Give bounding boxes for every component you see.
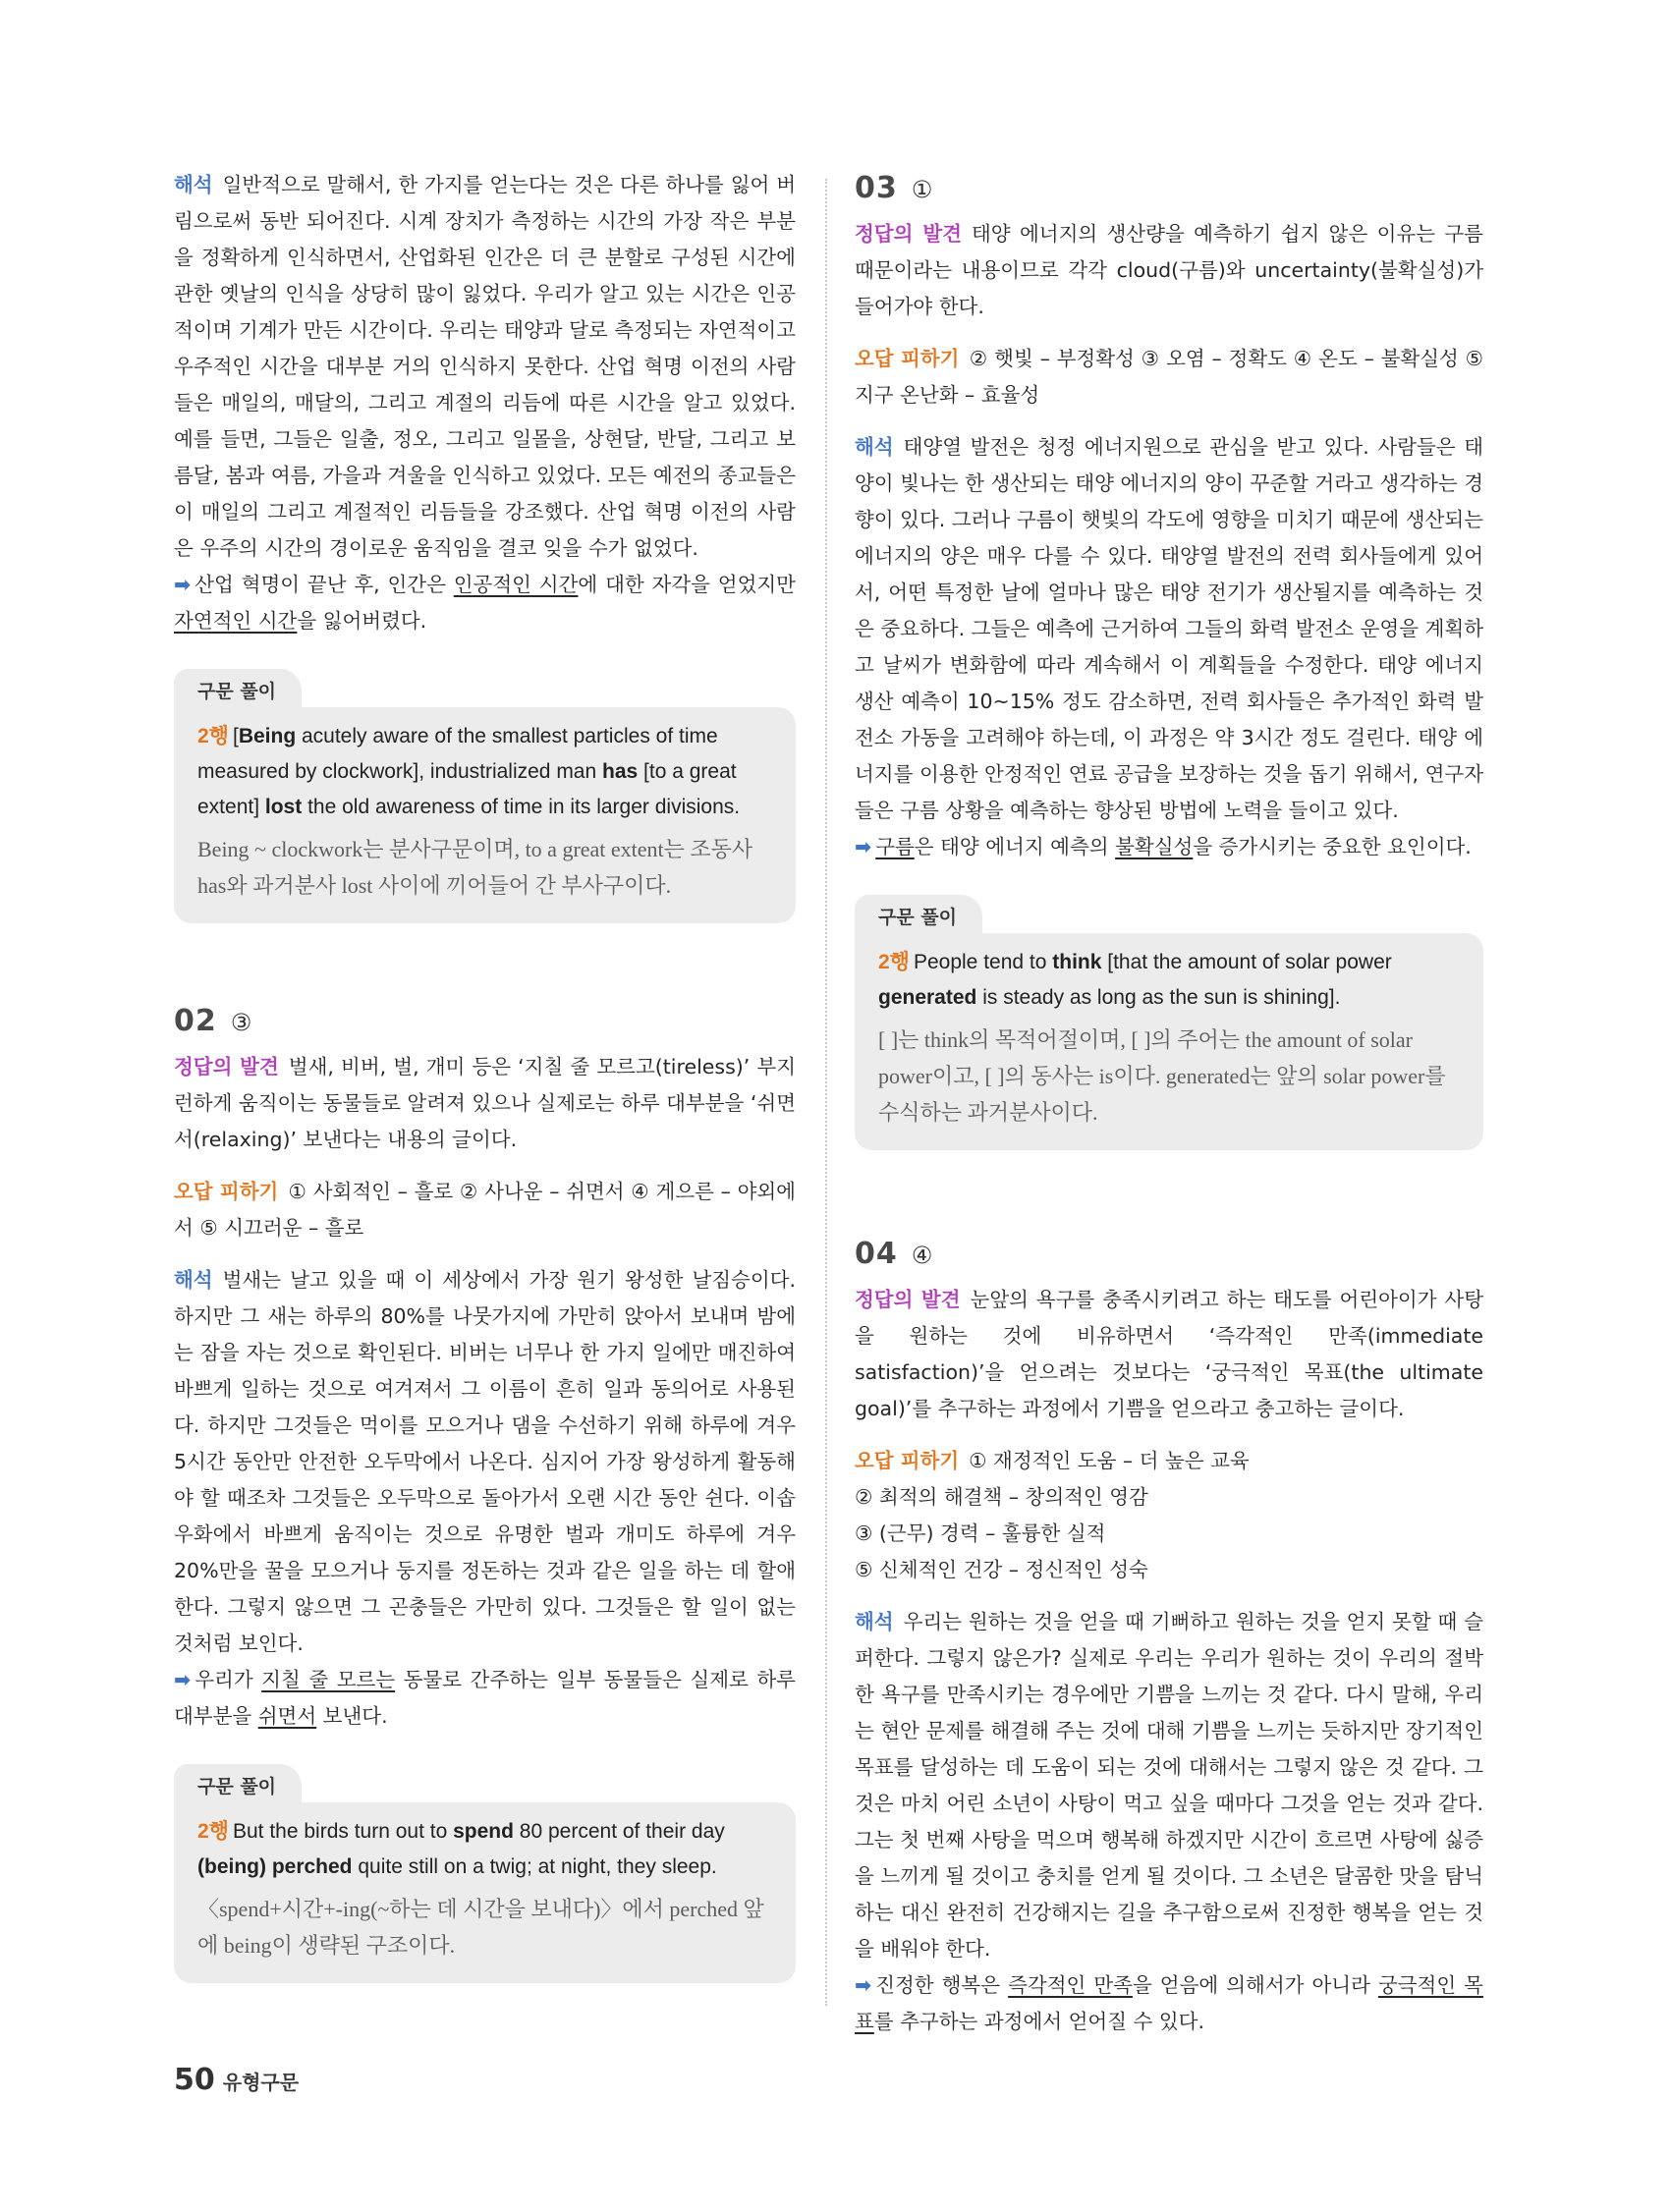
q3-heading: [855, 167, 1483, 210]
summary-text: 를 추구하는 과정에서 얻어질 수 있다.: [873, 2010, 1204, 2033]
syntax-explanation: Being ~ clockwork는 분사구문이며, to a great extent는 조동사 has와 과거분사 lost 사이에 끼어들어 간 부사구이다.: [197, 837, 753, 898]
syntax-box-body: [855, 933, 1483, 1150]
syntax-example-sentence: [197, 1814, 772, 1885]
example-bold: generated: [878, 986, 977, 1009]
q1-translation: [174, 167, 796, 567]
answer-choice: ④: [911, 1242, 933, 1269]
syntax-box-title: 구문 풀이: [855, 895, 982, 935]
translation-label: 해석: [174, 173, 213, 196]
question-number: 04: [855, 1237, 898, 1271]
translation-text: 벌새는 날고 있을 때 이 세상에서 가장 원기 왕성한 날짐승이다. 하지만 그 새는 하루의 80%를 나뭇가지에 가만히 앉아서 보내며 밤에는 잠을 자는 것으로 확인된다. 비버는 너무나 한 가지 일에만 매진하여 바쁘게 일하는 것으로 여겨져서 그 이름이 흔히 일과 동의어로 사용된다. 하지만 그것들은 먹이를 모으거나 댐을 수선하기 위해 하루에 겨우 5시간 동안만 안전한 오두막에서 나온다. 심지어 가장 왕성하게 활동해야 할 때조차 그것들은 오두막으로 돌아가서 오랜 시간 동안 쉰다. 이솝 우화에서 바쁘게 움직이는 것으로 유명한 벌과 개미도 하루에 겨우 20%만을 꿀을 모으거나 둥지를 정돈하는 것과 같은 일을 하는 데 할애한다. 그렇지 않으면 그 곤충들은 가만히 있다. 그것들은 할 일이 없는 것처럼 보인다.: [174, 1268, 796, 1655]
example-text: [that the amount of solar power: [1101, 951, 1392, 973]
answer-text: 벌새, 비버, 벌, 개미 등은 ‘지칠 줄 모르고(tireless)’ 부지런하게 움직이는 동물들로 알려져 있으나 실제로는 하루 대부분을 ‘쉬면서(relaxing)’ 보낸다는 내용의 글이다.: [174, 1055, 796, 1151]
summary-text: 을 잃어버렸다.: [297, 609, 427, 633]
summary-text: 우리가: [195, 1668, 262, 1691]
syntax-example-sentence: [878, 945, 1460, 1016]
example-text: acutely aware of the smallest particles of time measured by clockwork], industrialized man: [197, 725, 718, 783]
question-number: 03: [855, 171, 898, 205]
translation-label: 해석: [174, 1268, 213, 1292]
translation-text: 우리는 원하는 것을 얻을 때 기뻐하고 원하는 것을 얻지 못할 때 슬퍼한다. 그렇지 않은가? 실제로 우리는 우리가 원하는 것이 우리의 절박한 욕구를 만족시키는 경우에만 기쁨을 느끼는 것 같다. 다시 말해, 우리는 현안 문제를 해결해 주는 것에 대해 기쁨을 느끼는 듯하지만 장기적인 목표를 달성하는 데 도움이 되는 것에 대해서는 그렇지 않은 것 같다. 그것은 마치 어린 소년이 사탕이 먹고 싶을 때마다 그것을 얻는 것과 같다. 그는 첫 번째 사탕을 먹으며 행복해 하겠지만 시간이 흐르면 사탕에 싫증을 느끼게 될 것이고 충치를 얻게 될 것이다. 그 소년은 달콤한 맛을 탐닉하는 대신 완전히 건강해지는 길을 추구함으로써 진정한 행복을 얻는 것을 배워야 한다.: [855, 1610, 1483, 1961]
arrow-icon: ➡: [855, 835, 872, 858]
answer-text: 눈앞의 욕구를 충족시키려고 하는 태도를 어린아이가 사탕을 원하는 것에 비유하면서 ‘즉각적인 만족(immediate satisfaction)’을 얻으려는 것보다는 ‘궁극적인 목표(the ultimate goal)’를 추구하는 과정에서 기쁨을 얻으라고 충고하는 글이다.: [855, 1288, 1484, 1420]
wrong-label: 오답 피하기: [174, 1180, 279, 1203]
example-bold: Being: [238, 725, 297, 747]
summary-keyword: 즉각적인 만족: [1008, 1973, 1133, 1997]
wrong-label: 오답 피하기: [855, 347, 960, 370]
q2-summary: [174, 1662, 796, 1735]
summary-text: 을 증가시키는 중요한 요인이다.: [1193, 835, 1472, 858]
example-text: [: [232, 725, 239, 747]
q2-heading: [174, 1000, 796, 1043]
right-column: [855, 167, 1483, 2040]
arrow-icon: ➡: [855, 1973, 872, 1997]
q4-wrong-item: ③ (근무) 경력 – 훌륭한 실적: [855, 1521, 1106, 1545]
answer-text: 태양 에너지의 생산량을 예측하기 쉽지 않은 이유는 구름 때문이라는 내용이므로 각각 cloud(구름)와 uncertainty(불확실성)가 들어가야 한다.: [855, 222, 1483, 318]
answer-choice: ①: [911, 176, 933, 203]
q4-translation: [855, 1604, 1483, 1967]
summary-keyword: 지칠 줄 모르는: [261, 1668, 396, 1691]
q2-translation: [174, 1262, 796, 1662]
page-number: 50: [174, 2063, 215, 2097]
summary-text: 보낸다.: [316, 1704, 388, 1728]
left-column: [174, 167, 796, 1983]
answer-label: 정답의 발견: [174, 1055, 279, 1078]
q4-wrong-answers: [855, 1443, 1483, 1479]
example-bold: (being) perched: [197, 1855, 353, 1878]
arrow-icon: ➡: [174, 1668, 192, 1691]
example-text: 80 percent of their day: [513, 1820, 725, 1843]
syntax-explanation: 〈spend+시간+-ing(~하는 데 시간을 보내다)〉에서 perched 앞에 being이 생략된 구조이다.: [197, 1897, 764, 1958]
syntax-example-sentence: [197, 719, 772, 825]
q1-syntax-box: [174, 669, 796, 923]
translation-text: 태양열 발전은 청정 에너지원으로 관심을 받고 있다. 사람들은 태양이 빛나는 한 생산되는 태양 에너지의 양이 꾸준할 거라고 생각하는 경향이 있다. 그러나 구름이 햇빛의 각도에 영향을 미치기 때문에 생산되는 에너지의 양은 매우 다를 수 있다. 태양열 발전의 전력 회사들에게 있어서, 어떤 특정한 날에 얼마나 많은 태양 전기가 생산될지를 예측하는 것은 중요하다. 그들은 예측에 근거하여 그들의 화력 발전소 운영을 계획하고 날씨가 변화함에 따라 계속해서 이 계획들을 수정한다. 태양 에너지 생산 예측이 10~15% 정도 감소하면, 전력 회사들은 추가적인 화력 발전소 가동을 고려해야 하는데, 이 과정은 약 3시간 정도 걸린다. 태양 에너지를 이용한 안정적인 연료 공급을 보장하는 것을 돕기 위해서, 연구자들은 구름 상황을 예측하는 향상된 방법에 노력을 들이고 있다.: [855, 435, 1483, 822]
line-ref: 2행: [197, 1820, 229, 1843]
q3-syntax-box: [855, 895, 1483, 1150]
example-text: [to a great extent]: [197, 760, 737, 818]
answer-label: 정답의 발견: [855, 1288, 961, 1311]
q3-translation: [855, 429, 1483, 829]
wrong-text: ① 사회적인 – 흘로 ② 사나운 – 쉬면서 ④ 게으른 – 야외에서 ⑤ 시끄러운 – 흘로: [174, 1180, 796, 1240]
example-text: But the birds turn out to: [232, 1820, 454, 1843]
summary-text: 동물로 간주하는 일부 동물들은 실제로 하루 대부분을: [174, 1668, 796, 1728]
line-ref: 2행: [197, 725, 229, 747]
summary-text: 진정한 행복은: [875, 1973, 1009, 1997]
q4-summary: [855, 1967, 1483, 2040]
line-ref: 2행: [878, 951, 910, 973]
summary-keyword: 불확실성: [1115, 835, 1194, 858]
q2-wrong-answers: [174, 1174, 796, 1246]
syntax-box-title: 구문 풀이: [174, 1764, 302, 1804]
translation-label: 해석: [855, 435, 894, 459]
question-number: 02: [174, 1004, 217, 1038]
wrong-label: 오답 피하기: [855, 1449, 960, 1472]
column-divider: [825, 179, 827, 2006]
syntax-box-title: 구문 풀이: [174, 669, 302, 709]
answer-label: 정답의 발견: [855, 222, 962, 246]
q2-answer-explanation: [174, 1049, 796, 1158]
example-bold: think: [1052, 951, 1102, 973]
summary-text: 을 얻음에 의해서가 아니라: [1132, 1973, 1378, 1997]
translation-text: 일반적으로 말해서, 한 가지를 얻는다는 것은 다른 하나를 잃어 버림으로써 동반 되어진다. 시계 장치가 측정하는 시간의 가장 작은 부분을 정확하게 인식하면서, 산업화된 인간은 더 큰 분할로 구성된 시간에 관한 옛날의 인식을 상당히 많이 잃었다. 우리가 알고 있는 시간은 인공적이며 기계가 만든 시간이다. 우리는 태양과 달로 측정되는 자연적이고 우주적인 시간을 대부분 거의 인식하지 못한다. 산업 혁명 이전의 사람들은 매일의, 매달의, 그리고 계절의 리듬에 따른 시간을 알고 있었다. 예를 들면, 그들은 일출, 정오, 그리고 일몰을, 상현달, 반달, 그리고 보름달, 봄과 여름, 가을과 겨울을 인식하고 있었다. 모든 예전의 종교들은 이 매일의 그리고 계절적인 리듬들을 강조했다. 산업 혁명 이전의 사람은 우주의 시간의 경이로운 움직임을 결코 잊을 수가 없었다.: [174, 173, 796, 560]
q3-wrong-answers: [855, 341, 1483, 414]
example-bold: has: [602, 760, 639, 783]
summary-keyword: 쉬면서: [257, 1704, 317, 1728]
q1-summary: [174, 567, 796, 639]
summary-text: 산업 혁명이 끝난 후, 인간은: [195, 573, 454, 596]
example-text: quite still on a twig; at night, they sleep.: [352, 1855, 717, 1878]
q3-answer-explanation: [855, 216, 1483, 325]
q2-syntax-box: [174, 1764, 796, 1983]
syntax-box-body: [174, 707, 796, 923]
q3-summary: [855, 829, 1483, 865]
summary-keyword: 자연적인 시간: [174, 609, 298, 633]
q4-heading: [855, 1233, 1483, 1276]
example-text: the old awareness of time in its larger divisions.: [302, 796, 741, 818]
summary-text: 에 대한 자각을 얻었지만: [578, 573, 796, 596]
arrow-icon: ➡: [174, 573, 192, 596]
series-title: 유형구문: [222, 2071, 300, 2094]
example-bold: lost: [264, 796, 303, 818]
summary-keyword: 구름: [875, 835, 915, 858]
syntax-box-body: [174, 1802, 796, 1983]
example-text: is steady as long as the sun is shining].: [976, 986, 1341, 1009]
page-footer: [174, 2063, 299, 2102]
q4-answer-explanation: [855, 1282, 1483, 1427]
translation-label: 해석: [855, 1610, 894, 1633]
q4-wrong-item: ② 최적의 해결책 – 창의적인 영감: [855, 1485, 1148, 1509]
summary-text: 은 태양 에너지 예측의: [914, 835, 1116, 858]
summary-keyword: 인공적인 시간: [453, 573, 579, 596]
example-bold: spend: [453, 1820, 514, 1843]
example-text: People tend to: [913, 951, 1053, 973]
summary-keyword: 궁극적인 목표: [855, 1973, 1483, 2033]
q4-wrong-item: ⑤ 신체적인 건강 – 정신적인 성숙: [855, 1558, 1148, 1581]
syntax-explanation: [ ]는 think의 목적어절이며, [ ]의 주어는 the amount of solar power이고, [ ]의 동사는 is이다. generated는 앞의 solar power를 수식하는 과거분사이다.: [878, 1027, 1446, 1125]
answer-choice: ③: [230, 1009, 252, 1036]
wrong-text: ② 햇빛 – 부정확성 ③ 오염 – 정확도 ④ 온도 – 불확실성 ⑤ 지구 온난화 – 효율성: [855, 347, 1484, 407]
wrong-item: ① 재정적인 도움 – 더 높은 교육: [969, 1449, 1250, 1472]
